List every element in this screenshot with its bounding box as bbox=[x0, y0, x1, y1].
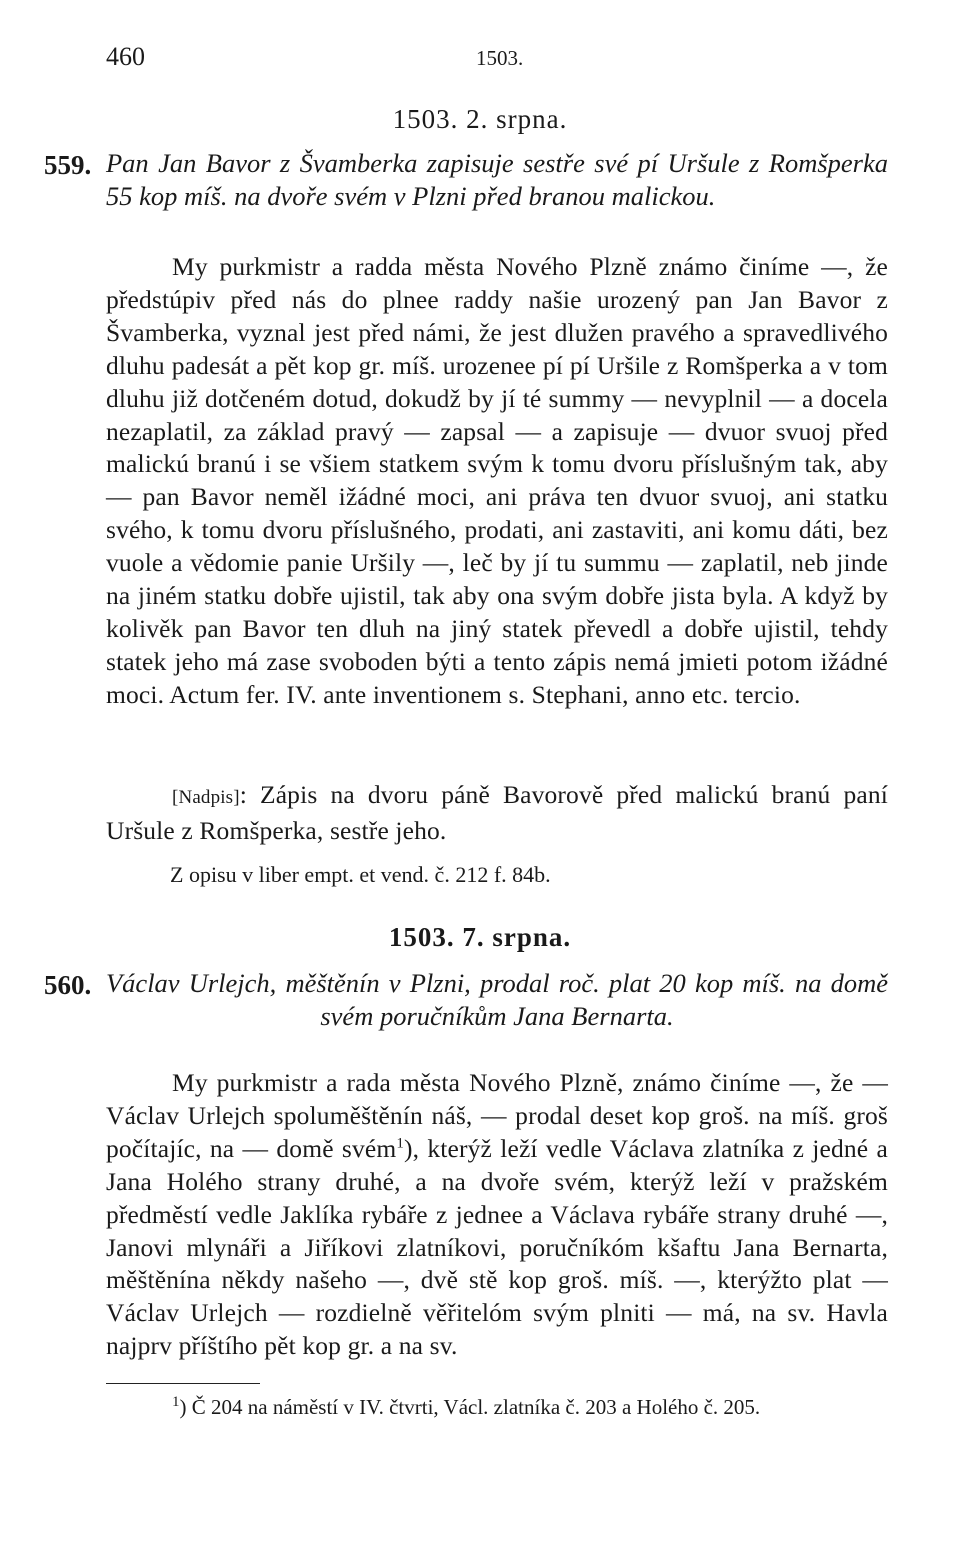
entry-body: My purkmistr a radda města Nového Plzně známo činíme —, že předstúpiv před nás do plnee raddy našie urozený pan Jan Bavor z Švamberka, vyznal jest před námi, že jest dlužen pravého a spravedlivého dluhu padesát a pět kop gr. míš. urozenee pí pí Uršile z Romšperka a v tom dluhu již dotčeném dotud, dokudž by jí té summy — nevyplnil — a docela nezaplatil, za základ pravý — zapsal — a zapisuje — dvuor svuoj před malickú branú i se všiem statkem svým k tomu dvoru příslušným tak, aby — pan Bavor neměl ižádné moci, ani práva ten dvuor svuoj, ani statku svého, k tomu dvoru příslušného, prodati, ani zastaviti, ani komu dáti, bez vuole a vědomie panie Uršily —, leč by jí tu summu — zaplatil, neb jinde na jiném statku dobře ujistil, tak aby ona svým dobře jista byla. A když by kolivěk pan Bavor ten dluh na jiný statek převedl a dobře ujistil, tehdy statek jeho má zase svoboden býti a tento zápis nemá jmieti potom ižádné moci. Actum fer. IV. ante inventionem s. Stephani, anno etc. tercio. bbox=[106, 252, 888, 709]
footnote-marker: 1 bbox=[172, 1394, 180, 1410]
footnote bbox=[106, 1391, 888, 1424]
entry-date: 1503. 2. srpna. bbox=[392, 104, 568, 134]
entry-number: 559. bbox=[44, 150, 92, 180]
entry-regest: Pan Jan Bavor z Švamberka zapisuje sestře své pí Uršule z Romšperka 55 kop míš. na dvoře svém v Plzni před branou malickou. bbox=[106, 148, 888, 211]
entry-body bbox=[106, 1067, 888, 1363]
inscription-text: : Zápis na dvoru páně Bavorově před malickú branú paní Uršule z Romšperka, sestře jeho. bbox=[106, 780, 888, 845]
inscription-label: [Nadpis] bbox=[172, 787, 240, 808]
entry-inscription bbox=[106, 779, 888, 848]
entry-number: 560. bbox=[44, 970, 92, 1000]
body-part: My purkmistr a rada města Nového Plzně, známo činíme —, že — Václav Urlejch spoluměštěnín náš, — prodal deset kop groš. na míš. groš počítajíc, na — domě svém bbox=[106, 1068, 888, 1163]
entry-regest: Václav Urlejch, měštěnín v Plzni, prodal roč. plat 20 kop míš. na domě svém poručníkům Jana Bernarta. bbox=[106, 968, 888, 1031]
footnote-ref: 1 bbox=[396, 1135, 404, 1152]
running-head: 1503. bbox=[476, 46, 524, 70]
footnote-text: ) Č 204 na náměstí v IV. čtvrti, Václ. zlatníka č. 203 a Holého č. 205. bbox=[179, 1395, 761, 1419]
body-part: ), kterýž leží vedle Václava zlatníka z jedné a Jana Holého strany druhé, a na dvoře svém, kterýž leží v pražském předměstí vedle Jaklíka rybáře z jednee a Václava rybáře strany druhé —, Janovi mlynáři a Jiříkovi zlatníkovi, poručníkóm kšaftu Jana Bernarta, měštěnína někdy našeho —, dvě stě kop groš. míš. —, kterýžto plat — Václav Urlejch — rozdielně věřitelóm svým plniti — má, na sv. Havla najprv příštího pět kop gr. a na sv. bbox=[106, 1133, 888, 1361]
entry-date: 1503. 7. srpna. bbox=[388, 922, 572, 952]
footnote-rule bbox=[106, 1383, 260, 1384]
page-number: 460 bbox=[106, 42, 145, 71]
page-header bbox=[0, 36, 960, 76]
source-note: Z opisu v liber empt. et vend. č. 212 f. 84b. bbox=[170, 862, 551, 887]
